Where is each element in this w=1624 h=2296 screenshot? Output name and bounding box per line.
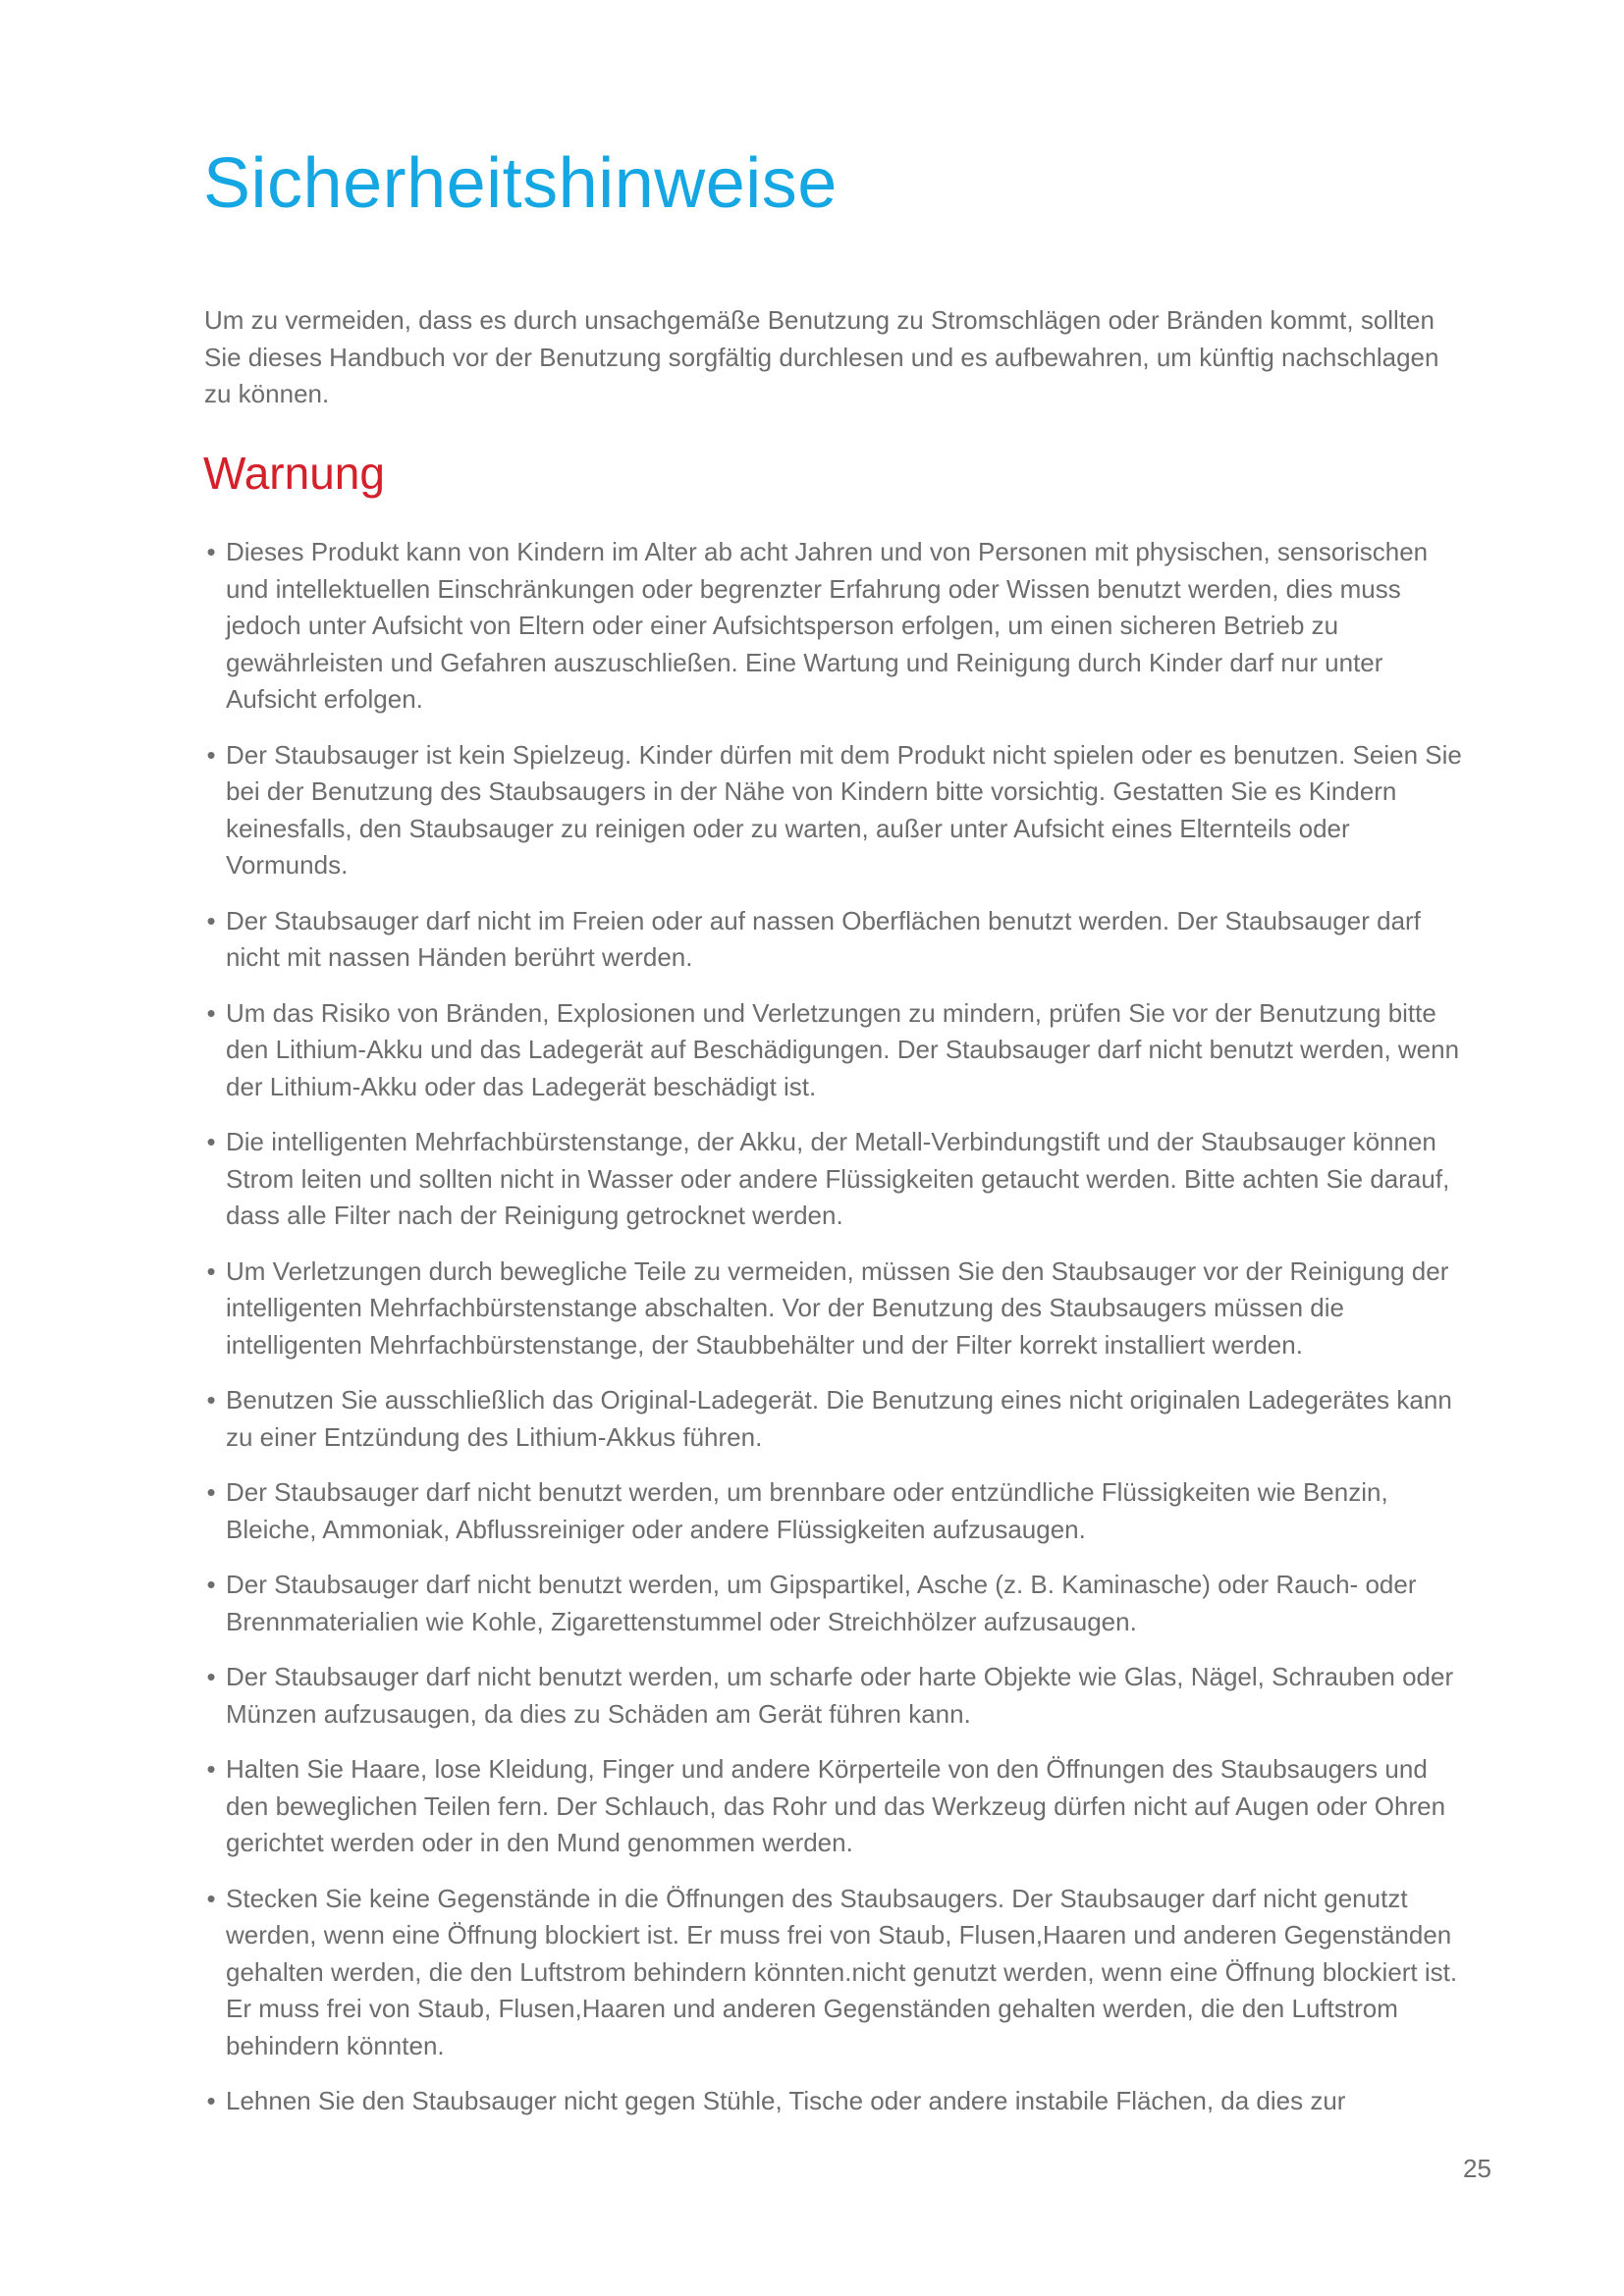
list-item	[204, 1254, 1471, 1364]
bullet-icon: •	[206, 1883, 216, 1913]
list-item-text: Um das Risiko von Bränden, Explosionen und Verletzungen zu mindern, prüfen Sie vor der Benutzung bitte den Lithium-Akku und das Ladegerät auf Beschädigungen. Der Staubsauger darf nicht benutzt werden, wenn der Lithium-Akku oder das Ladegerät beschädigt ist.	[226, 997, 1460, 1101]
list-item	[204, 1382, 1471, 1456]
list-item	[204, 903, 1471, 977]
bullet-icon: •	[206, 739, 216, 770]
list-item-text: Dieses Produkt kann von Kindern im Alter ab acht Jahren und von Personen mit physischen, sensorischen und intellektuellen Einschränkungen oder begrenzter Erfahrung oder Wissen benutzt werden, dies muss jedoch unter Aufsicht von Eltern oder einer Aufsichtsperson erfolgen, um einen sicheren Betrieb zu gewährleisten und Gefahren auszuschließen. Eine Wartung und Reinigung durch Kinder darf nur unter Aufsicht erfolgen.	[226, 537, 1429, 714]
list-item-text: Lehnen Sie den Staubsauger nicht gegen Stühle, Tische oder andere instabile Flächen, da dies zur	[226, 2086, 1346, 2115]
warning-heading: Warnung	[203, 448, 385, 499]
list-item	[204, 995, 1471, 1106]
list-item-text: Der Staubsauger darf nicht im Freien oder auf nassen Oberflächen benutzt werden. Der Staubsauger darf nicht mit nassen Händen berührt werden.	[226, 905, 1421, 972]
bullet-icon: •	[206, 905, 216, 935]
bullet-icon: •	[206, 1754, 216, 1784]
list-item-text: Halten Sie Haare, lose Kleidung, Finger und andere Körperteile von den Öffnungen des Staubsaugers und den beweglichen Teilen fern. Der Schlauch, das Rohr und das Werkzeug dürfen nicht auf Augen oder Ohren gerichtet werden oder in den Mund genommen werden.	[226, 1754, 1446, 1857]
bullet-icon: •	[206, 1477, 216, 1507]
bullet-icon: •	[206, 537, 216, 566]
list-item	[204, 534, 1471, 719]
bullet-icon: •	[206, 1385, 216, 1415]
list-item-text: Der Staubsauger darf nicht benutzt werden, um scharfe oder harte Objekte wie Glas, Nägel, Schrauben oder Münzen aufzusaugen, da dies zu Schäden am Gerät führen kann.	[226, 1662, 1454, 1729]
bullet-icon: •	[206, 1255, 216, 1286]
list-item-text: Stecken Sie keine Gegenstände in die Öffnungen des Staubsaugers. Der Staubsauger darf nicht genutzt werden, wenn eine Öffnung blockiert ist. Er muss frei von Staub, Flusen,Haaren und anderen Gegenständen gehalten werden, die den Luftstrom behindern könnten.nicht genutzt werden, wenn eine Öffnung blockiert ist. Er muss frei von Staub, Flusen,Haaren und anderen Gegenständen gehalten werden, die den Luftstrom behindern könnten.	[226, 1883, 1458, 2060]
list-item-text: Benutzen Sie ausschließlich das Original-Ladegerät. Die Benutzung eines nicht originalen Ladegerätes kann zu einer Entzündung des Lithium-Akkus führen.	[226, 1385, 1452, 1452]
bullet-icon: •	[206, 997, 216, 1028]
list-item	[204, 1124, 1471, 1235]
list-item	[204, 737, 1471, 884]
list-item	[204, 1474, 1471, 1548]
list-item	[204, 1881, 1471, 2065]
bullet-icon: •	[206, 1662, 216, 1691]
list-item-text: Die intelligenten Mehrfachbürstenstange, der Akku, der Metall-Verbindungstift und der Staubsauger können Strom leiten und sollten nicht in Wasser oder andere Flüssigkeiten getaucht werden. Bitte achten Sie darauf, dass alle Filter nach der Reinigung getrocknet werden.	[226, 1127, 1450, 1230]
list-item-text: Der Staubsauger darf nicht benutzt werden, um brennbare oder entzündliche Flüssigkeiten wie Benzin, Bleiche, Ammoniak, Abflussreiniger oder andere Flüssigkeiten aufzusaugen.	[226, 1477, 1388, 1544]
list-item	[204, 1567, 1471, 1640]
list-item	[204, 2083, 1471, 2120]
warning-list	[204, 534, 1471, 2139]
bullet-icon: •	[206, 1570, 216, 1599]
list-item-text: Um Verletzungen durch bewegliche Teile zu vermeiden, müssen Sie den Staubsauger vor der Reinigung der intelligenten Mehrfachbürstenstange abschalten. Vor der Benutzung des Staubsaugers müssen die intelligenten Mehrfachbürstenstange, der Staubbehälter und der Filter korrekt installiert werden.	[226, 1255, 1449, 1360]
list-item-text: Der Staubsauger darf nicht benutzt werden, um Gipspartikel, Asche (z. B. Kaminasche) oder Rauch- oder Brennmaterialien wie Kohle, Zigarettenstummel oder Streichhölzer aufzusaugen.	[226, 1570, 1417, 1636]
bullet-icon: •	[206, 1127, 216, 1156]
bullet-icon: •	[206, 2086, 216, 2115]
list-item-text: Der Staubsauger ist kein Spielzeug. Kinder dürfen mit dem Produkt nicht spielen oder es benutzen. Seien Sie bei der Benutzung des Staubsaugers in der Nähe von Kindern bitte vorsichtig. Gestatten Sie es Kindern keinesfalls, den Staubsauger zu reinigen oder zu warten, außer unter Aufsicht eines Elternteils oder Vormunds.	[226, 739, 1462, 880]
page-title: Sicherheitshinweise	[203, 144, 838, 223]
page-number: 25	[1463, 2154, 1491, 2183]
list-item	[204, 1659, 1471, 1733]
intro-paragraph: Um zu vermeiden, dass es durch unsachgemäße Benutzung zu Stromschlägen oder Bränden kommt, sollten Sie dieses Handbuch vor der Benutzung sorgfältig durchlesen und es aufbewahren, um künftig nachschlagen zu können.	[204, 305, 1439, 408]
list-item	[204, 1751, 1471, 1862]
